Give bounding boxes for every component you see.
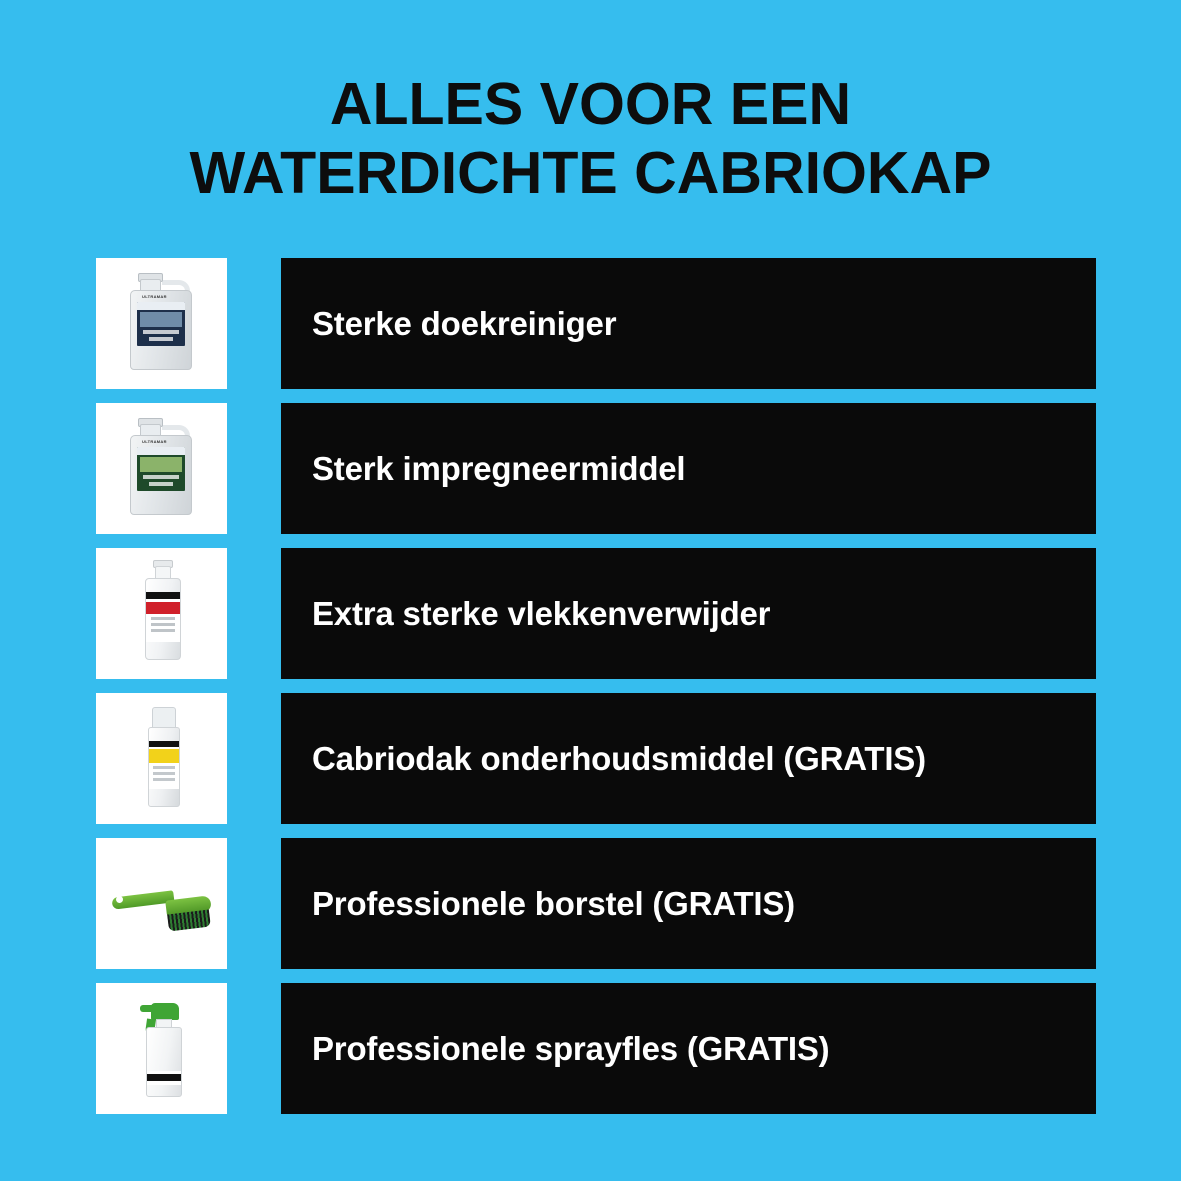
list-item: [96, 983, 1096, 1114]
feature-label-2: Sterk impregneermiddel: [312, 449, 686, 487]
feature-label-6: Professionele sprayfles (GRATIS): [312, 1029, 830, 1067]
jerrycan-icon: [96, 403, 227, 534]
spray-bottle-icon: [96, 983, 227, 1114]
list-item: [96, 838, 1096, 969]
bottle-icon: [96, 548, 227, 679]
product-jerrycan-impregnator-thumbnail: [96, 403, 227, 534]
brand-text: ULTRAMAR: [142, 294, 167, 299]
feature-label-1: Sterke doekreiniger: [312, 304, 617, 342]
feature-bar-1: [281, 258, 1096, 389]
product-aerosol-cabrio-care-thumbnail: [96, 693, 227, 824]
page-title: [0, 70, 1181, 208]
product-jerrycan-cleaner-thumbnail: [96, 258, 227, 389]
feature-label-3: Extra sterke vlekkenverwijder: [312, 594, 771, 632]
feature-list: [96, 258, 1096, 1128]
brand-text: ULTRAMAR: [142, 439, 167, 444]
list-item: [96, 258, 1096, 389]
list-item: [96, 403, 1096, 534]
feature-bar-6: [281, 983, 1096, 1114]
feature-bar-5: [281, 838, 1096, 969]
product-spray-bottle-thumbnail: [96, 983, 227, 1114]
feature-label-4: Cabriodak onderhoudsmiddel (GRATIS): [312, 739, 926, 777]
brush-icon: [96, 838, 227, 969]
feature-label-5: Professionele borstel (GRATIS): [312, 884, 795, 922]
aerosol-can-icon: [96, 693, 227, 824]
feature-bar-3: [281, 548, 1096, 679]
jerrycan-icon: [96, 258, 227, 389]
headline-line-2: WATERDICHTE CABRIOKAP: [189, 140, 992, 207]
product-bottle-power-cleaner-thumbnail: [96, 548, 227, 679]
feature-bar-2: [281, 403, 1096, 534]
product-brush-thumbnail: [96, 838, 227, 969]
list-item: [96, 693, 1096, 824]
list-item: [96, 548, 1096, 679]
headline-line-1: ALLES VOOR EEN: [329, 71, 852, 137]
feature-bar-4: [281, 693, 1096, 824]
